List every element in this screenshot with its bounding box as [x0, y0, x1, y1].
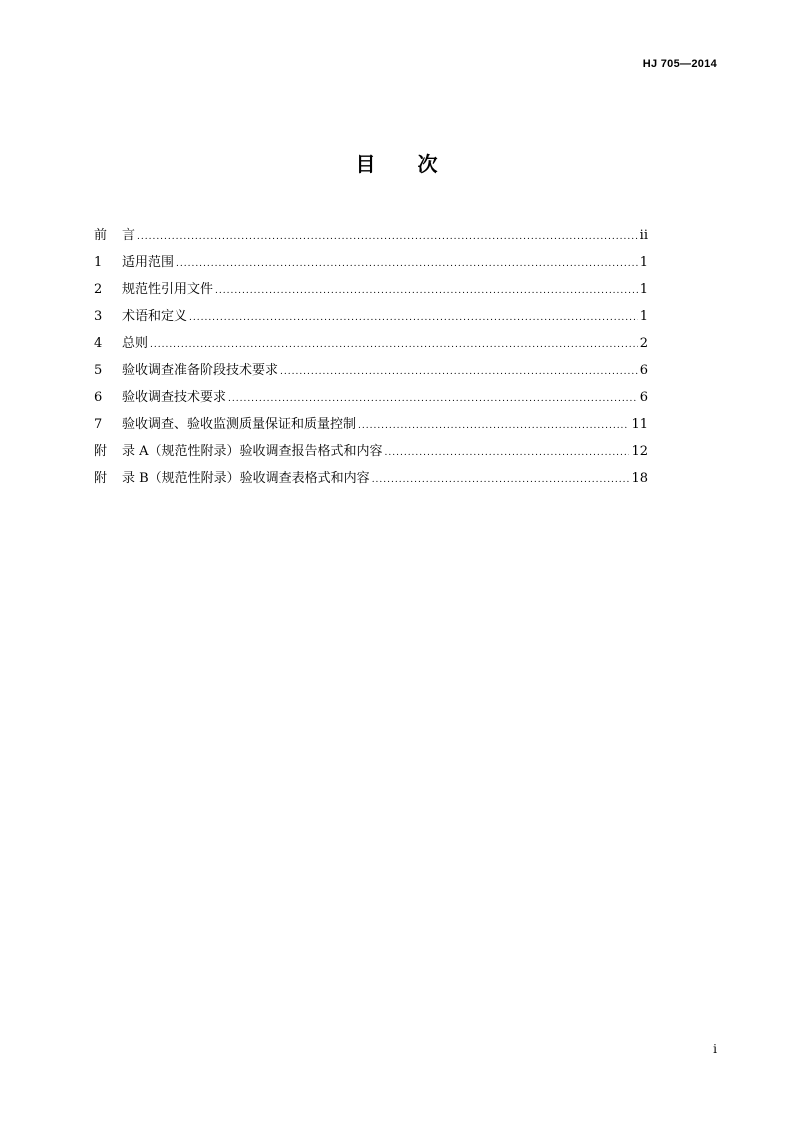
toc-entry-appendix-b[interactable]: [94, 465, 648, 492]
toc-entry-label: 总则: [122, 336, 149, 351]
toc-entry-number: 4: [94, 336, 103, 351]
toc-leader-dots: [176, 251, 638, 278]
toc-leader-dots: [358, 413, 629, 440]
toc-entry-page: 6: [639, 363, 648, 378]
toc-entry-page: 11: [631, 417, 648, 432]
toc-entry-page: 1: [639, 309, 648, 324]
toc-entry-page: 2: [639, 336, 648, 351]
toc-entry-page: 6: [639, 390, 648, 405]
toc-entry-1[interactable]: [94, 249, 648, 276]
toc-entry-number: 6: [94, 390, 103, 405]
toc-entry-number: 5: [94, 363, 103, 378]
toc-entry-label: 验收调查准备阶段技术要求: [122, 363, 279, 378]
toc-entry-7[interactable]: [94, 411, 648, 438]
toc-entry-page: 1: [639, 282, 648, 297]
toc-entry-number: 2: [94, 282, 103, 297]
toc-entry-page: 12: [631, 444, 648, 459]
toc-entry-label: 言: [122, 228, 136, 243]
toc-leader-dots: [385, 440, 630, 467]
toc-entry-page: 1: [639, 255, 648, 270]
document-code: HJ 705—2014: [642, 58, 717, 70]
title-char-2: 次: [417, 152, 438, 176]
toc-entry-label: 验收调查技术要求: [122, 390, 227, 405]
toc-entry-number: 3: [94, 309, 103, 324]
page-number: i: [713, 1042, 717, 1056]
toc-entry-2[interactable]: [94, 276, 648, 303]
toc-entry-appendix-a[interactable]: [94, 438, 648, 465]
toc-entry-6[interactable]: [94, 384, 648, 411]
toc-leader-dots: [372, 467, 630, 494]
toc-entry-number: 7: [94, 417, 103, 432]
toc-leader-dots: [228, 386, 638, 413]
toc-entry-4[interactable]: [94, 330, 648, 357]
toc-leader-dots: [280, 359, 638, 386]
title-char-1: 目: [355, 152, 376, 176]
toc-entry-page: ii: [639, 228, 648, 243]
toc-entry-number: 前: [94, 228, 108, 243]
toc-entry-label: 规范性引用文件: [122, 282, 214, 297]
page-title: [0, 148, 793, 177]
toc-leader-dots: [150, 332, 638, 359]
toc-leader-dots: [189, 305, 638, 332]
toc-entry-foreword[interactable]: [94, 222, 648, 249]
toc-entry-label: 术语和定义: [122, 309, 188, 324]
toc-entry-label: 验收调查、验收监测质量保证和质量控制: [122, 417, 357, 432]
toc-entry-3[interactable]: [94, 303, 648, 330]
toc-leader-dots: [137, 224, 638, 251]
table-of-contents: [94, 222, 648, 492]
toc-entry-label: 录 A（规范性附录）验收调查报告格式和内容: [122, 444, 383, 459]
toc-entry-number: 1: [94, 255, 103, 270]
toc-entry-number: 附: [94, 471, 108, 486]
toc-entry-page: 18: [631, 471, 648, 486]
toc-entry-number: 附: [94, 444, 108, 459]
toc-leader-dots: [215, 278, 638, 305]
toc-entry-label: 录 B（规范性附录）验收调查表格式和内容: [122, 471, 370, 486]
toc-entry-5[interactable]: [94, 357, 648, 384]
toc-entry-label: 适用范围: [122, 255, 175, 270]
